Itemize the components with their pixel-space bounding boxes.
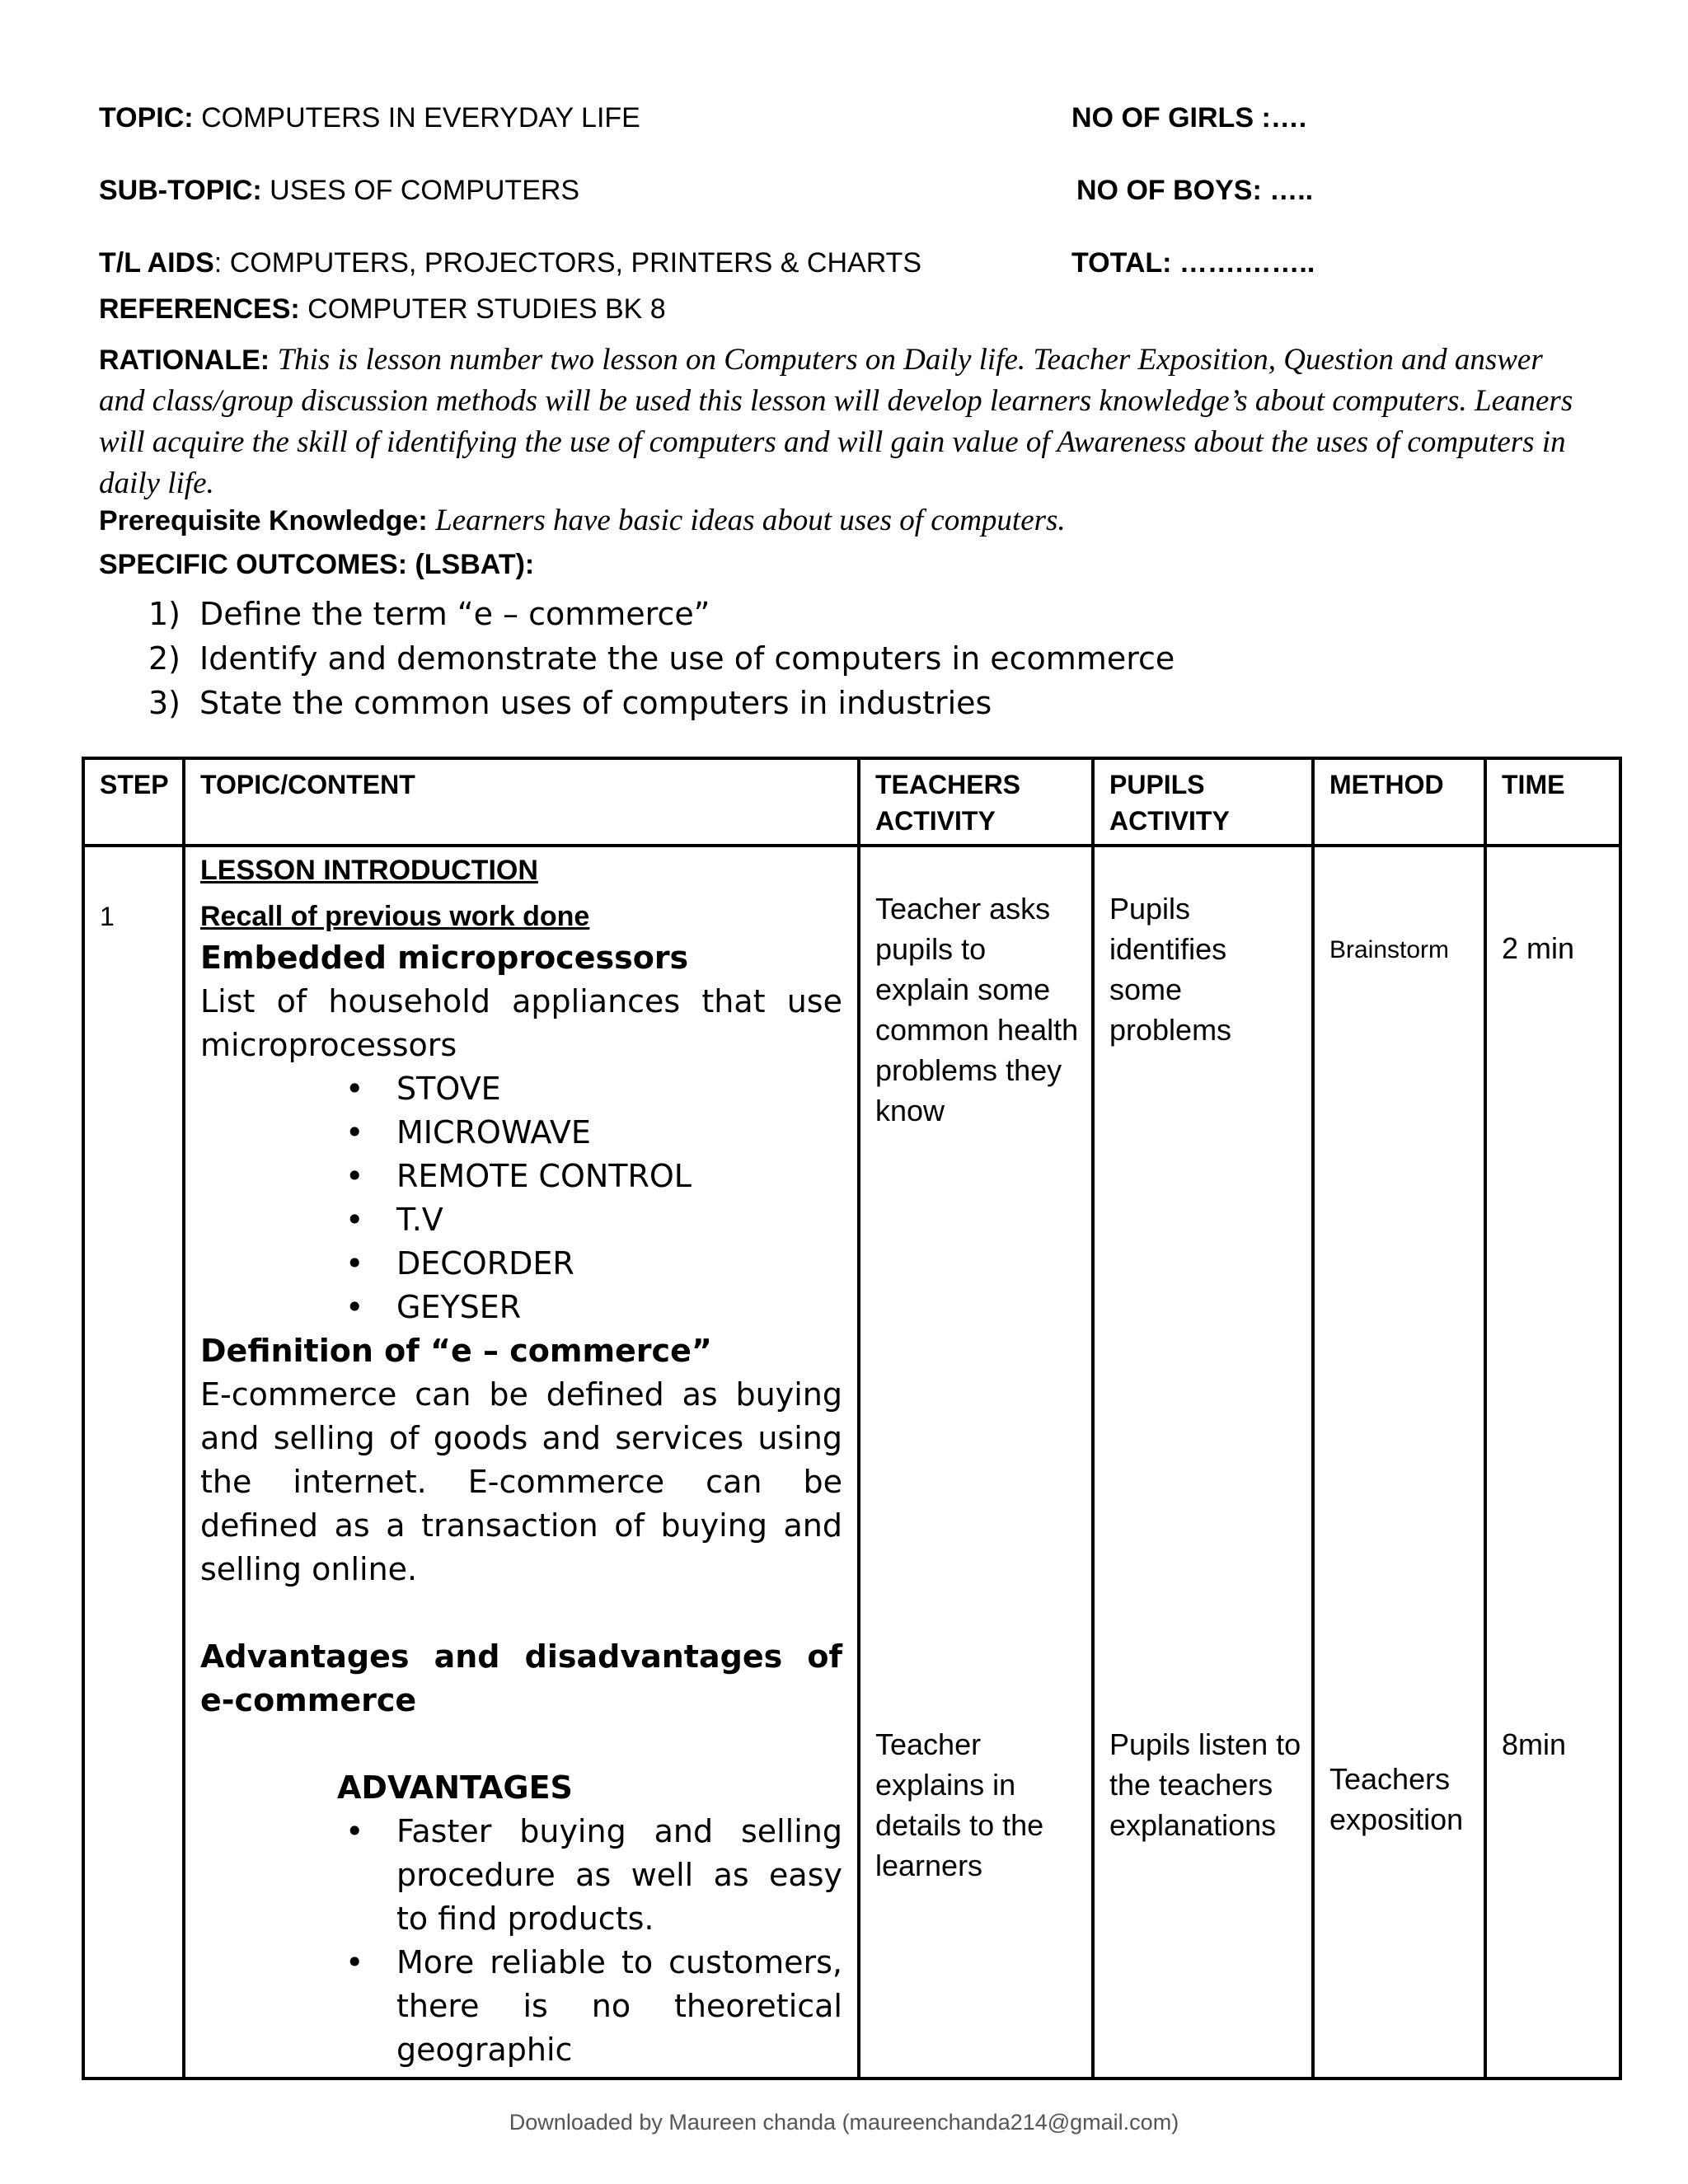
header-time: TIME [1485, 758, 1620, 846]
time-1: 2 min [1502, 931, 1575, 965]
teachers-activity-cell [859, 846, 1093, 2079]
outcome-text: Define the term “e – commerce” [199, 596, 710, 632]
topic-value: COMPUTERS IN EVERYDAY LIFE [201, 102, 640, 134]
teacher-activity-2: Teacher explains in details to the learners [875, 1727, 1044, 1882]
list-item: • STOVE [396, 1067, 842, 1111]
outcome-text: State the common uses of computers in industries [199, 685, 992, 721]
outcome-item [148, 636, 1175, 681]
outcome-item [148, 592, 1175, 636]
outcomes-label: SPECIFIC OUTCOMES: (LSBAT): [99, 549, 535, 580]
pupil-activity-2: Pupils listen to the teachers explanations [1109, 1727, 1301, 1842]
list-item: • MICROWAVE [396, 1111, 842, 1155]
teacher-activity-1: Teacher asks pupils to explain some common health problems they know [875, 892, 1079, 1127]
embedded-heading: Embedded microprocessors [200, 940, 689, 976]
girls-count [1071, 102, 1306, 134]
definition-heading: Definition of “e – commerce” [200, 1333, 712, 1369]
subtopic-line [99, 175, 579, 207]
method-2: Teachers exposition [1329, 1762, 1464, 1836]
outcome-number: 3) [148, 685, 181, 721]
time-2: 8min [1502, 1727, 1567, 1761]
adv-disadv-heading: Advantages and disadvantages of e-commerce [200, 1638, 842, 1718]
references-value: COMPUTER STUDIES BK 8 [307, 293, 666, 325]
list-item: • Faster buying and selling procedure as well as easy to find products. [396, 1810, 842, 1941]
lesson-introduction-heading: LESSON INTRODUCTION [200, 855, 538, 886]
advantages-heading: ADVANTAGES [337, 1769, 573, 1806]
aids-value: : COMPUTERS, PROJECTORS, PRINTERS & CHARTS [213, 247, 922, 279]
list-item: • More reliable to customers, there is no theoretical geographic [396, 1941, 842, 2072]
recall-heading: Recall of previous work done [200, 901, 590, 932]
table-header-row [83, 758, 1620, 846]
list-item: • T.V [396, 1198, 842, 1242]
rationale-text: This is lesson number two lesson on Computers on Daily life. Teacher Exposition, Question and answer and class/group discussion methods will be used this lesson will develop learners knowledge’s about computers. Leaners will acquire the skill of identifying the use of computers and will gain value of Awareness about the uses of computers in daily life. [99, 343, 1573, 500]
prerequisite-line [99, 503, 1066, 538]
lesson-plan-table [82, 757, 1622, 2080]
list-item: • REMOTE CONTROL [396, 1155, 842, 1198]
outcomes-list [148, 592, 1175, 725]
references-line [99, 293, 666, 326]
total-label: TOTAL: …….…….. [1071, 247, 1315, 279]
spacer [200, 1591, 842, 1635]
outcome-number: 1) [148, 596, 181, 632]
appliances-list [200, 1067, 842, 1329]
prerequisite-label: Prerequisite Knowledge: [99, 505, 428, 537]
girls-label: NO OF GIRLS :…. [1071, 102, 1307, 134]
advantages-list [200, 1810, 842, 2072]
topic-content-cell [184, 846, 859, 2079]
boys-count [1076, 175, 1313, 207]
method-1: Brainstorm [1329, 936, 1450, 963]
aids-line [99, 247, 921, 279]
rationale [99, 340, 1582, 504]
download-footer: Downloaded by Maureen chanda (maureenchanda214@gmail.com) [509, 2110, 1179, 2135]
boys-label: NO OF BOYS: ….. [1076, 175, 1314, 206]
rationale-label: RATIONALE: [99, 344, 270, 376]
list-item: • DECORDER [396, 1242, 842, 1286]
outcome-text: Identify and demonstrate the use of computers in ecommerce [199, 640, 1175, 677]
outcome-number: 2) [148, 640, 181, 677]
total-count [1071, 247, 1315, 279]
list-item: • GEYSER [396, 1286, 842, 1329]
references-label: REFERENCES: [99, 293, 300, 325]
topic-line [99, 102, 640, 134]
outcomes-heading [99, 549, 534, 581]
header-pupils-activity: PUPILS ACTIVITY [1093, 758, 1313, 846]
header-teachers-activity: TEACHERS ACTIVITY [859, 758, 1093, 846]
table-row [83, 846, 1620, 2079]
prerequisite-text: Learners have basic ideas about uses of computers. [435, 504, 1066, 537]
time-cell [1485, 846, 1620, 2079]
pupils-activity-cell [1093, 846, 1313, 2079]
header-topic-content: TOPIC/CONTENT [184, 758, 859, 846]
pupil-activity-1: Pupils identifies some problems [1109, 892, 1232, 1047]
method-cell [1313, 846, 1485, 2079]
step-number: 1 [83, 846, 184, 2079]
definition-text: E-commerce can be defined as buying and selling of goods and services using the internet. E-commerce can be defined as a transaction of buying and selling online. [200, 1376, 842, 1587]
subtopic-value: USES OF COMPUTERS [270, 175, 580, 206]
topic-label: TOPIC: [99, 102, 194, 134]
aids-label: T/L AIDS [99, 247, 214, 279]
outcome-item [148, 681, 1175, 725]
appliances-intro: List of household appliances that use microprocessors [200, 983, 842, 1063]
header-step: STEP [83, 758, 184, 846]
subtopic-label: SUB-TOPIC: [99, 175, 262, 206]
spacer [200, 1722, 842, 1766]
header-method: METHOD [1313, 758, 1485, 846]
